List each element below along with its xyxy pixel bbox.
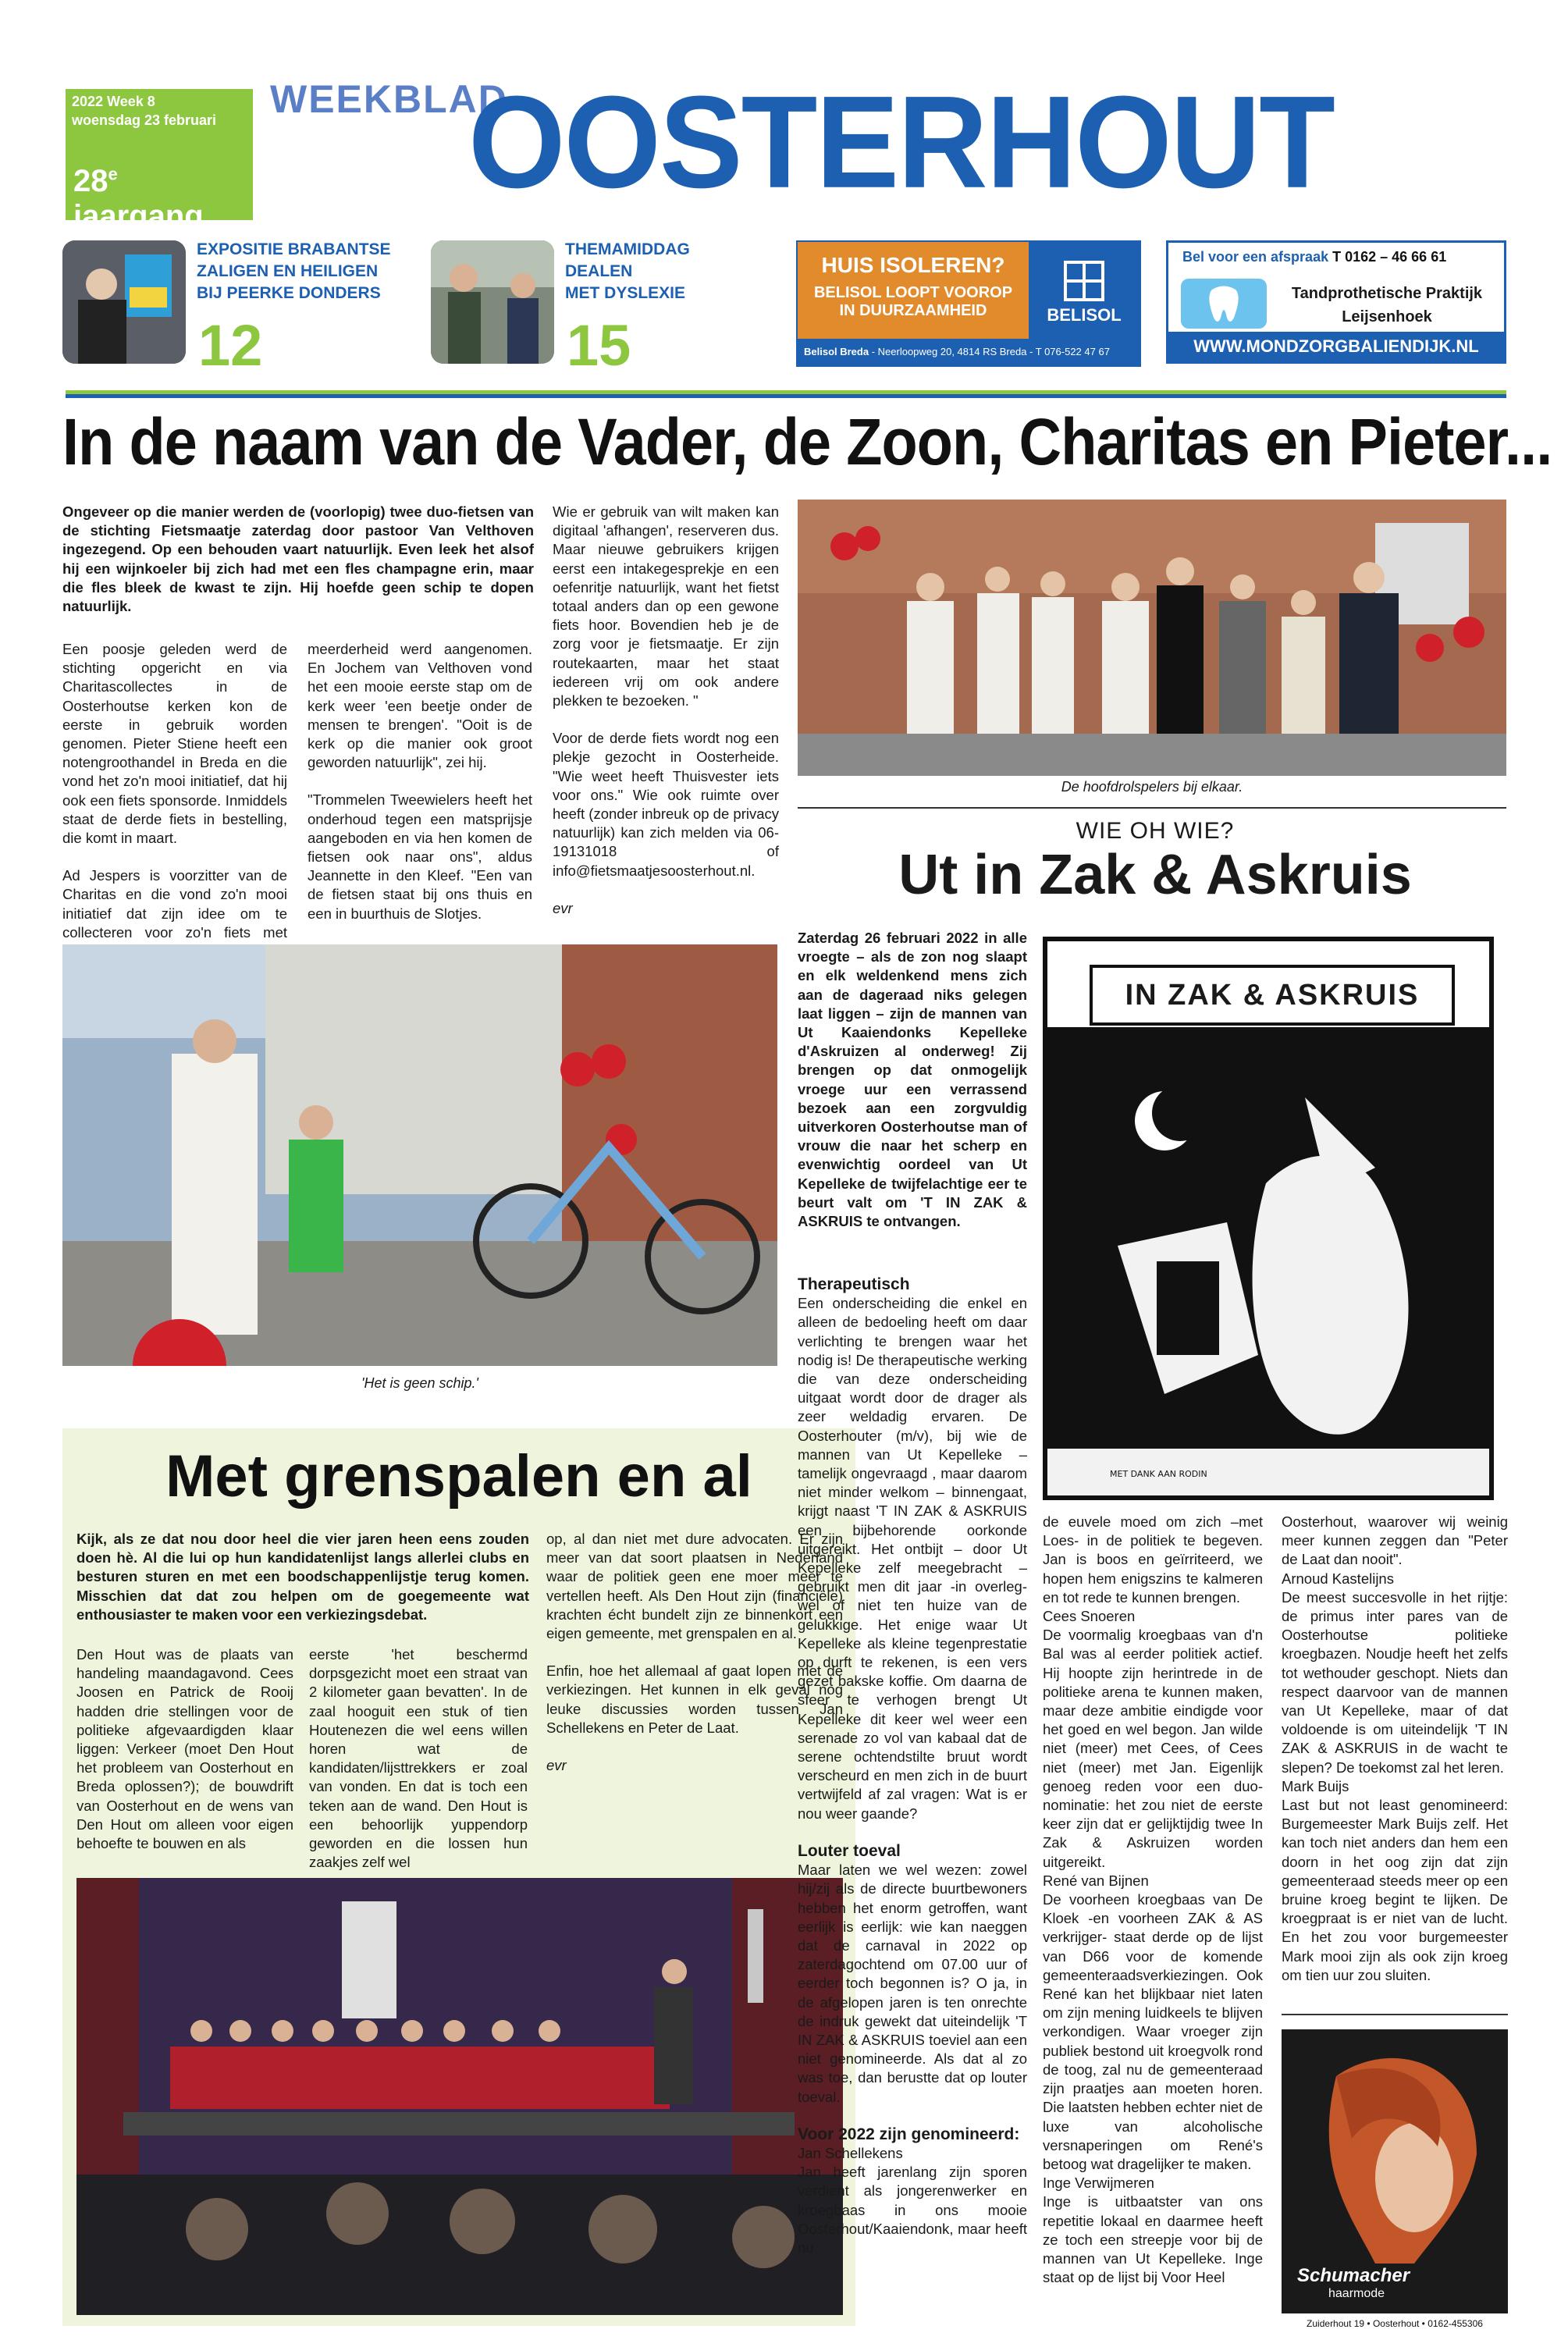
caption-geen-schip: 'Het is geen schip.' [361,1375,478,1391]
tand-url[interactable]: WWW.MONDZORGBALIENDIJK.NL [1168,332,1504,361]
masthead-divider [66,390,1506,398]
caption-hoofdrolspelers: De hoofdrolspelers bij elkaar. [1061,779,1243,795]
article2-col2: eerste 'het beschermd dorpsgezicht moet een straat van 2 kilometer gaan bevatten'. In de zaal hooguit een stuk of tien Houtenezen die wel eens willen horen wat de kandidaten/lijsttrekkers er zoal van vonden. En dat is toch een teken aan de wand. Den Hout is een behoorlijk yuppendorp geworden en die lossen hun zaakjes zelf wel [309,1646,528,1871]
article3-kicker: WIE OH WIE? [1076,818,1235,844]
article3-col2: de euvele moed om zich –met Loes- in de politiek te begeven. Jan is boos en geïrriteerd, we hopen hem enigszins te kalmeren en tot rede te kunnen brengen. Cees Snoeren De voormalig kroegbaas van d'n Bal was al eerder politiek actief. Hij hoopte zijn herintrede in de politieke arena te kunnen maken, maar deze ambitie eindigde voor het goed en wel begon. Jan wilde niet (meer) met Cees, of Cees niet (meer) met Jan. Eigenlijk genoeg reden voor een duo-nominatie: het zou niet de eerste keer zijn dat er gelijktijdig twee In Zak & Askruizen worden uitgereikt. René van Bijnen De voorheen kroegbaas van De Kloek -en voorheen ZAK & AS verkrijger- staat derde op de lijst van D66 voor de komende gemeenteraadsverkiezingen. Ook René kan het blijkbaar niet laten om zijn mening luidkeels te blijven verkondigen. Waar vroeger zijn publiek bestond uit kroegvolk rond de toog, zal nu de gemeenteraad zijn praatjes aan moeten horen. Die laatsten hebben echter niet de luxe van alcoholische versnaperingen om René's betoog wat dragelijker te maken. Inge Verwijmeren Inge is uitbaatster van ons repetitie lokaal en daarmee heeft ze toch een streepje voor bij de mannen van Ut Kepelleke. Inge staat op de lijst bij Voor Heel [1043,1513,1263,2286]
edition-jaargang: 28e jaargang [73,164,204,233]
article1-lead: Ongeveer op die manier werden de (voorlopig) twee duo-fietsen van de stichting Fietsmaatje zaterdag door pastoor Van Velthoven ingezegend. Op een behouden vaart natuurlijk. Even leek het alsof hij een wijnkoeler bij zich had met een fles champagne erin, maar die fles bleek de kwast te zijn. Hij hoefde geen schip te dopen natuurlijk. [62,503,534,615]
newspaper-title: OOSTERHOUT [468,68,1334,215]
article3-col3: Oosterhout, waarover wij weinig meer kunnen zeggen dan "Peter de Laat dan nooit". Arnoud Kastelijns De meest succesvolle in het rijtje: de primus inter pares van de Oosterhoutse politieke kroegbazen. Noudje heeft het zelfs tot wethouder geschopt. Niets dan respect daarvoor van de mannen van Ut Kepelleke, maar of dat voldoende is om uiteindelijk 'T IN ZAK & ASKRUIS in de wacht te slepen? De toekomst zal het leren. Mark Buijs Last but not least genomineerd: Burgemeester Mark Buijs zelf. Het kan toch niet anders dan hem een doorn in het oog zijn dat zijn gemeenteraad steeds meer op een bruine kroeg begint te lijken. De kroegpraat is er niet van de lucht. En het zou voor burgemeester Mark mooi zijn als ook zijn kroeg om tien uur zou sluiten. [1282,1513,1508,1983]
article3-headline: Ut in Zak & Askruis [898,844,1412,906]
teaser-page-15[interactable]: 15 [567,313,631,378]
edition-date: woensdag 23 februari [72,112,217,128]
teaser-dyslexie[interactable]: THEMAMIDDAG DEALEN MET DYSLEXIE [565,240,690,302]
photo-priest-blessing [62,944,777,1366]
ad-belisol[interactable]: HUIS ISOLEREN? BELISOL LOOPT VOOROP IN DUURZAAMHEID BELISOL Belisol Breda - Neerloopweg 20, 4814 RS Breda - T 076-522 47 67 [796,240,1141,367]
edition-week: 2022 Week 8 [72,94,155,109]
illustration-zak-askruis: IN ZAK & ASKRUIS MET DANK AAN RODIN [1043,937,1494,1500]
teaser-thumb-expositie[interactable] [62,240,186,364]
tooth-icon [1181,279,1267,329]
photo-debat [76,1878,843,2315]
article3-col1: Therapeutisch Een onderscheiding die enkel en alleen de bedoeling heeft om daar verlichting te brengen waar het nodig is! De therapeutische werking die van deze onderscheiding uitgaat wordt door de drager als zeer weldadig ervaren. De Oosterhouter (m/v), bij wie de mannen van Ut Kepelleke – tamelijk ongevraagd , maar daarom niet minder welkom – binnengaat, krijgt naast 'T IN ZAK & ASKRUIS een bijbehorende oorkonde uitgereikt. Het ontbijt – door Ut Kepelleke zelf meegebracht – gebruikt men dit jaar -in overleg- wel of niet ten huize van de gelukkige. Het enige waar Ut Kepelleke als kleine tegenprestatie op durft te rekenen, is een vers gezet bakske koffie. Om daarna de sfeer te verhogen brengt Ut Kepelleke dit keer wel weer een serenade zo vol van kabaal dat de serene ochtendstilte bruut wordt verscheurd en men zich in de buurt vertwijfeld af zal vragen: Wat is er nou weer gaande? Louter toeval Maar laten we wel wezen: zowel hij/zij als de directe buurtbewoners hebben het enorm getroffen, want eerlijk is eerlijk: wie kan naeggen dat de carnaval in 2022 op zaterdagochtend om 07.00 uur of eerder toch begonnen is? O ja, in de afgelopen jaren is ten onrechte de indruk gewekt dat uiteindelijk 'T IN ZAK & ASKRUIS toeviel aan een niet genomineerde. Als dat al zo was toe, dan berustte dat op louter toeval. Voor 2022 zijn genomineerd: Jan Schellekens Jan heeft jarenlang zijn sporen verdient als jongerenwerker en kroegbaas in ons mooie Oosterhout/Kaaiendonk, maar heeft nu [798,1275,1027,2256]
article2-lead: Kijk, als ze dat nou door heel die vier jaren heen eens zouden doen hè. Al die lui op hun kandidatenlijst langs allerlei clubs en besturen sturen en met een boodschappenlijstje terug komen. Misschien dat dat zou helpen om de goegemeente wat enthousiaster te maken voor een verkiezingsdebat. [76,1531,529,1623]
teaser-thumb-dyslexie[interactable] [431,240,554,364]
teaser-expositie[interactable]: EXPOSITIE BRABANTSE ZALIGEN EN HEILIGEN BIJ PEERKE DONDERS [197,240,391,302]
illustration-credit: MET DANK AAN RODIN [1110,1469,1207,1479]
article1-col2: meerderheid werd aangenomen. En Jochem van Velthoven vond het een mooie eerste stap om de kerk weer 'een beetje onder de mensen te brengen'. "Ooit is de kerk op die manier ook groot geworden natuurlijk", zei hij. "Trommelen Tweewielers heeft het onderhoud tegen een matsprijsje aangeboden en via hen komen de fietsen ook naar ons", aldus Jeannette in den Kleef. "Een van de fietsen staat bij ons thuis en een in buurthuis de Slotjes. [308,641,532,922]
article3-lead: Zaterdag 26 februari 2022 in alle vroegte – als de zon nog slaapt en elk weldenkend mens zich aan de dageraad niks gelegen laat liggen – zijn de mannen van Ut Kaaiendonks Kepelleke d'Askruizen al onderweg! Zij brengen op dat onmogelijk vroege uur een verrassend bezoek aan een zorgvuldig uitverkoren Oosterhoutse man of vrouw die naar het scherp en evenwichtig oordeel van Ut Kepelleke de twijfelachtige eer te beurt valt om 'T IN ZAK & ASKRUIS te ontvangen. [798,930,1027,1230]
teaser-page-12[interactable]: 12 [198,313,263,378]
article1-col1: Een poosje geleden werd de stichting opgericht en via Charitascollectes in de Oosterhoutse kerken kon de eerste in gebruik worden genomen. Pieter Stiene heeft een notengroothandel in Breda en die vond het zo'n mooi initiatief, dat hij ook een fiets sponsorde. Inmiddels staat de derde fiets in bestelling, die komt in maart. Ad Jespers is voorzitter van de Charitas en die vond zo'n mooi initiatief dat zijn idee om te collecteren voor zo'n fiets met [62,641,287,941]
article2-col3: op, al dan niet met dure advocaten. Er zijn meer van dat soort plaatsen in Nederland waar de politiek geen ene moer meer te vertellen heeft. Als Den Hout zijn (financiële) krachten écht bundelt zijn ze binnenkort een eigen gemeente, met grenspalen en al. Enfin, hoe het allemaal af gaat lopen met de verkiezingen. Het kunnen in elk geval nog leuke discussies worden tussen Jan Schellekens en Peter de Laat. evr [546,1531,843,1774]
ad-tandprothetiek[interactable]: Bel voor een afspraak T 0162 – 46 66 61 Tandprothetische Praktijk Leijsenhoek WWW.MONDZORGBALIENDIJK.NL [1166,240,1506,364]
rule [1282,2014,1508,2015]
article1-headline: In de naam van de Vader, de Zoon, Charitas en Pieter... [62,405,1552,478]
article1-col3: Wie er gebruik van wilt maken kan digitaal 'afhangen', reserveren dus. Maar nieuwe gebruikers krijgen eerst een intakegesprekje en een oefenritje natuurlijk, want het fietst totaal anders dan op een gewone fiets hoor. Bovendien heb je de zorg voor je fietsmaatje. Er zijn routekaarten, maar het staat iedereen vrij om ook andere plekken te bezoeken. " Voor de derde fiets wordt nog een plekje gezocht in Oosterheide. "Wie weet heeft Thuisvester iets voor ons." Wie ook ruimte over heeft (zonder inbreuk op de privacy natuurlijk) kan zich melden via 06-19131018 of info@fietsmaatjesoosterhout.nl. evr [553,503,780,916]
article2-col1: Den Hout was de plaats van handeling maandagavond. Cees Joosen en Patrick de Rooij hadden drie stellingen voor de politieke afgevaardigden klaar liggen: Verkeer (moet Den Hout het probleem van Oosterhout en Breda oplossen?); de bouwdrift van Oosterhout en de wens van Den Hout om alleen voor eigen behoefte te bouwen en als [76,1646,293,1852]
belisol-window-icon [1064,261,1104,301]
edition-box [66,89,253,233]
ad-schumacher[interactable]: Schumacher haarmode Zuiderhout 19 • Oosterhout • 0162-455306 [1282,2029,1508,2334]
photo-hoofdrolspelers [798,500,1506,776]
article2-headline: Met grenspalen en al [165,1443,752,1510]
rule [798,807,1506,809]
belisol-address: Belisol Breda - Neerloopweg 20, 4814 RS Breda - T 076-522 47 67 [798,339,1140,365]
weekblad-label: WEEKBLAD [270,77,508,121]
